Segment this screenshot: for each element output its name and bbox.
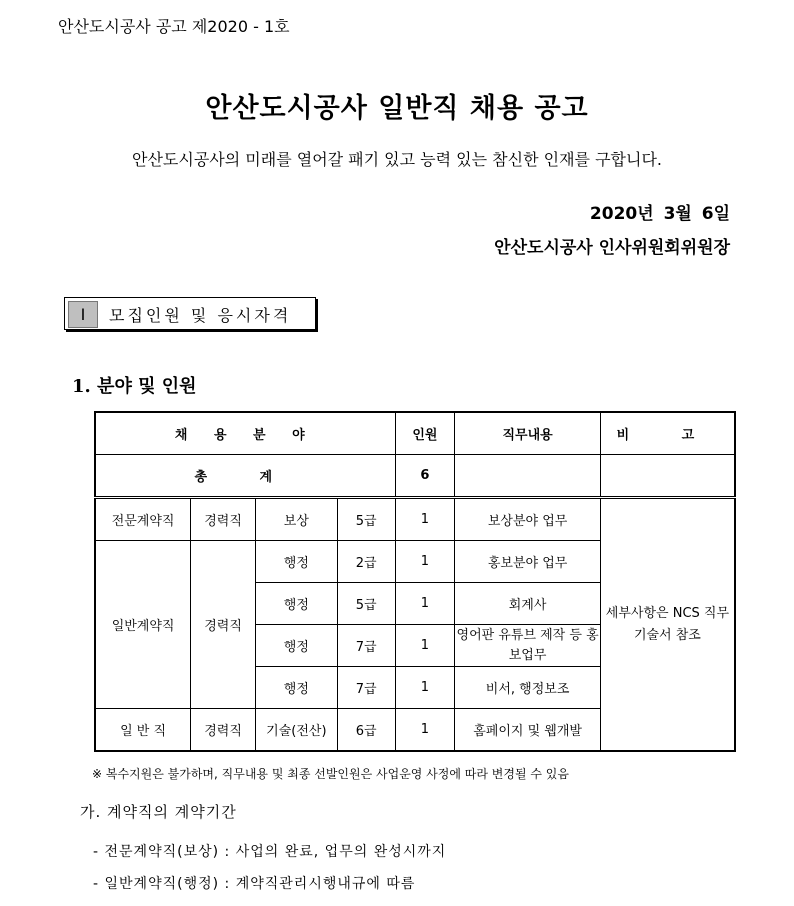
cell-count: 1	[395, 498, 455, 541]
total-count: 6	[395, 455, 455, 498]
recruitment-table	[94, 411, 736, 752]
cell-count: 1	[395, 667, 455, 709]
cell-job: 기술(전산)	[255, 709, 337, 752]
header-duty: 직무내용	[455, 412, 600, 455]
cell-duty: 홈페이지 및 웹개발	[455, 709, 600, 752]
contract-heading: 가. 계약직의 계약기간	[80, 803, 237, 821]
total-remark-empty	[600, 455, 735, 498]
total-label: 총 계	[95, 455, 395, 498]
cell-count: 1	[395, 541, 455, 583]
cell-duty: 비서, 행정보조	[455, 667, 600, 709]
section-heading	[64, 297, 316, 330]
table-note: ※ 복수지원은 불가하며, 직무내용 및 최종 선발인원은 사업운영 사정에 따라 변경될 수 있음	[92, 767, 569, 781]
cell-job: 행정	[255, 667, 337, 709]
contract-item: - 일반계약직(행정) : 계약직관리시행내규에 따름	[93, 876, 416, 892]
cell-career: 경력직	[191, 709, 256, 752]
section-label: 모집인원 및 응시자격	[109, 306, 292, 325]
table-header-row	[95, 412, 735, 455]
cell-type: 일 반 직	[95, 709, 191, 752]
cell-duty: 홍보분야 업무	[455, 541, 600, 583]
cell-duty: 보상분야 업무	[455, 498, 600, 541]
cell-grade: 7급	[337, 625, 395, 667]
notice-issuer: 안산도시공사 인사위원회위원장	[494, 238, 730, 258]
cell-type: 일반계약직	[95, 541, 191, 709]
contract-item: - 전문계약직(보상) : 사업의 완료, 업무의 완성시까지	[93, 844, 447, 860]
notice-date: 2020년 3월 6일	[589, 204, 730, 224]
header-remark: 비 고	[600, 412, 735, 455]
cell-grade: 6급	[337, 709, 395, 752]
cell-career: 경력직	[191, 498, 256, 541]
cell-job: 보상	[255, 498, 337, 541]
page-subtitle: 안산도시공사의 미래를 열어갈 패기 있고 능력 있는 참신한 인재를 구합니다.	[132, 150, 662, 169]
cell-job: 행정	[255, 541, 337, 583]
cell-job: 행정	[255, 625, 337, 667]
subsection-heading: 1. 분야 및 인원	[72, 376, 197, 397]
total-duty-empty	[455, 455, 600, 498]
header-count: 인원	[395, 412, 455, 455]
cell-grade: 5급	[337, 583, 395, 625]
cell-type: 전문계약직	[95, 498, 191, 541]
notice-number: 안산도시공사 공고 제2020 - 1호	[58, 17, 290, 36]
cell-grade: 5급	[337, 498, 395, 541]
cell-remark: 세부사항은 NCS 직무기술서 참조	[600, 498, 735, 752]
cell-job: 행정	[255, 583, 337, 625]
cell-career: 경력직	[191, 541, 256, 709]
page-title: 안산도시공사 일반직 채용 공고	[205, 93, 589, 124]
cell-count: 1	[395, 625, 455, 667]
cell-grade: 7급	[337, 667, 395, 709]
cell-count: 1	[395, 583, 455, 625]
table-row	[95, 498, 735, 541]
cell-duty: 회계사	[455, 583, 600, 625]
cell-grade: 2급	[337, 541, 395, 583]
cell-count: 1	[395, 709, 455, 752]
cell-duty: 영어판 유튜브 제작 등 홍보업무	[455, 625, 600, 667]
section-number: I	[68, 301, 98, 328]
table-total-row	[95, 455, 735, 498]
header-field: 채 용 분 야	[95, 412, 395, 455]
